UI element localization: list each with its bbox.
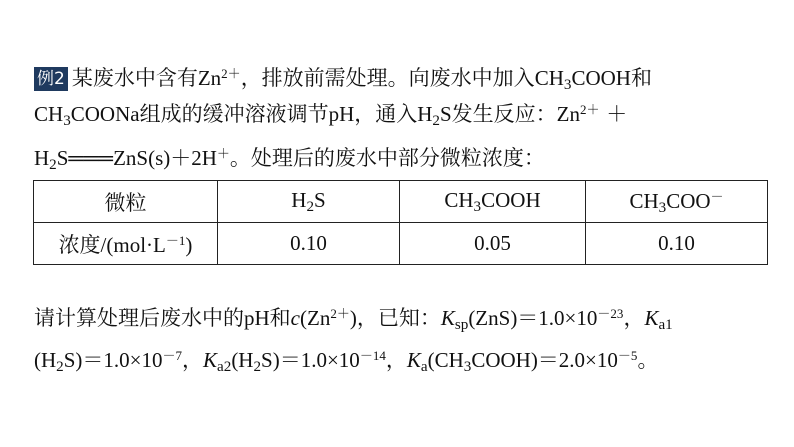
text: S)＝1.0×10: [261, 348, 360, 373]
text: CH: [534, 66, 564, 91]
problem-line-1: [34, 60, 774, 99]
exponent: －7: [162, 348, 183, 363]
subscript: sp: [454, 316, 469, 333]
ch3cooh-formula: [534, 66, 631, 93]
text: 。处理后的废水中部分微粒浓度：: [229, 146, 545, 171]
text: CH: [444, 187, 474, 212]
example-badge: 例2: [34, 67, 68, 91]
text: 某废水中含有: [71, 66, 198, 91]
text: (CH: [427, 348, 464, 373]
table-cell: 0.05: [400, 223, 586, 265]
table-cell: 0.10: [218, 223, 400, 265]
zn-formula: [198, 66, 241, 90]
text: S)＝1.0×10: [63, 348, 163, 373]
subscript: 3: [473, 198, 482, 215]
text: COOH: [481, 187, 541, 212]
table-header-cell: [218, 181, 400, 223]
text: S: [56, 146, 69, 171]
text: H: [417, 102, 433, 127]
ka2-expression: [203, 348, 386, 375]
charge: 2＋: [580, 102, 600, 117]
question-line-1: [34, 300, 774, 339]
text: Zn: [197, 66, 222, 91]
text: S: [314, 187, 326, 212]
text: (H: [231, 348, 254, 373]
table-row-label: [34, 223, 218, 265]
text: ，排放前需处理。向废水中加入: [240, 66, 535, 91]
text: ，已知：: [356, 306, 441, 331]
subscript: 2: [432, 112, 440, 129]
text: 请计算处理后废水中的: [34, 306, 244, 331]
exponent: －23: [597, 306, 624, 321]
text: K: [644, 306, 659, 331]
text: (ZnS)＝1.0×10: [468, 306, 598, 331]
text: (H: [34, 348, 57, 373]
ch3coona-formula: [34, 102, 140, 129]
concentration-table: [33, 180, 768, 265]
text: H: [291, 187, 307, 212]
text: ，: [385, 348, 407, 373]
text: S: [439, 102, 452, 127]
text: COO: [666, 189, 711, 214]
subscript: a: [420, 358, 428, 375]
text: H: [34, 146, 50, 171]
exponent: －14: [359, 348, 386, 363]
table-header-cell: 微粒: [34, 181, 218, 223]
text: COOH)＝2.0×10: [471, 348, 618, 373]
zn-formula: [557, 102, 600, 126]
equals-sign: ═══: [68, 146, 114, 171]
subscript: 2: [253, 358, 262, 375]
text: ，: [623, 306, 645, 331]
text: ，通入: [354, 102, 418, 127]
text: 组成的缓冲溶液调节: [139, 102, 329, 127]
subscript: 2: [56, 358, 64, 375]
text: ，: [182, 348, 204, 373]
text: CH: [34, 102, 64, 127]
text: ): [185, 232, 193, 257]
text: COOH: [571, 66, 631, 91]
charge: 2＋: [330, 306, 350, 321]
text: 浓度/(mol·L: [58, 232, 166, 257]
text: c: [290, 306, 300, 331]
charge: 2＋: [221, 66, 241, 81]
subscript: 3: [658, 199, 667, 216]
text: K: [203, 348, 218, 373]
ka1-expression: [34, 348, 183, 375]
zn-concentration: [291, 306, 357, 330]
subscript: 3: [563, 76, 572, 93]
exponent: －5: [617, 348, 638, 363]
subscript: a1: [658, 316, 673, 333]
subscript: 3: [63, 112, 71, 129]
charge: ＋: [216, 146, 230, 161]
reaction-equation: [34, 146, 230, 173]
text: Zn: [556, 102, 580, 127]
table-header-row: [34, 181, 768, 223]
subscript: 2: [306, 198, 315, 215]
subscript: 3: [463, 358, 472, 375]
ka-expression: [406, 348, 638, 375]
subscript: a2: [217, 358, 232, 375]
question-line-2: [34, 342, 774, 381]
text: K: [406, 348, 421, 373]
problem-line-3: [34, 140, 774, 179]
text: ): [349, 306, 357, 331]
problem-line-2: [34, 96, 774, 135]
text: 和: [269, 306, 291, 331]
text: CH: [629, 189, 659, 214]
exponent: －1: [165, 232, 186, 248]
text: 和: [630, 66, 652, 91]
text: 。: [637, 348, 659, 373]
text: 发生反应：: [451, 102, 557, 127]
h2s-formula: [417, 102, 452, 129]
subscript: 2: [49, 156, 57, 173]
ksp-expression: [440, 306, 624, 333]
ph-term: pH: [244, 306, 270, 331]
text: COONa: [70, 102, 140, 127]
plus-sign: ＋: [606, 102, 628, 127]
table-header-cell: [586, 181, 768, 223]
table-cell: 0.10: [586, 223, 768, 265]
table-row: [34, 223, 768, 265]
ph-term: pH: [328, 102, 355, 127]
text: K: [440, 306, 455, 331]
charge: －: [710, 189, 724, 205]
ka1-symbol: [644, 306, 673, 333]
text: ZnS(s)＋2H: [113, 146, 217, 171]
text: (Zn: [300, 306, 331, 331]
table-header-cell: [400, 181, 586, 223]
